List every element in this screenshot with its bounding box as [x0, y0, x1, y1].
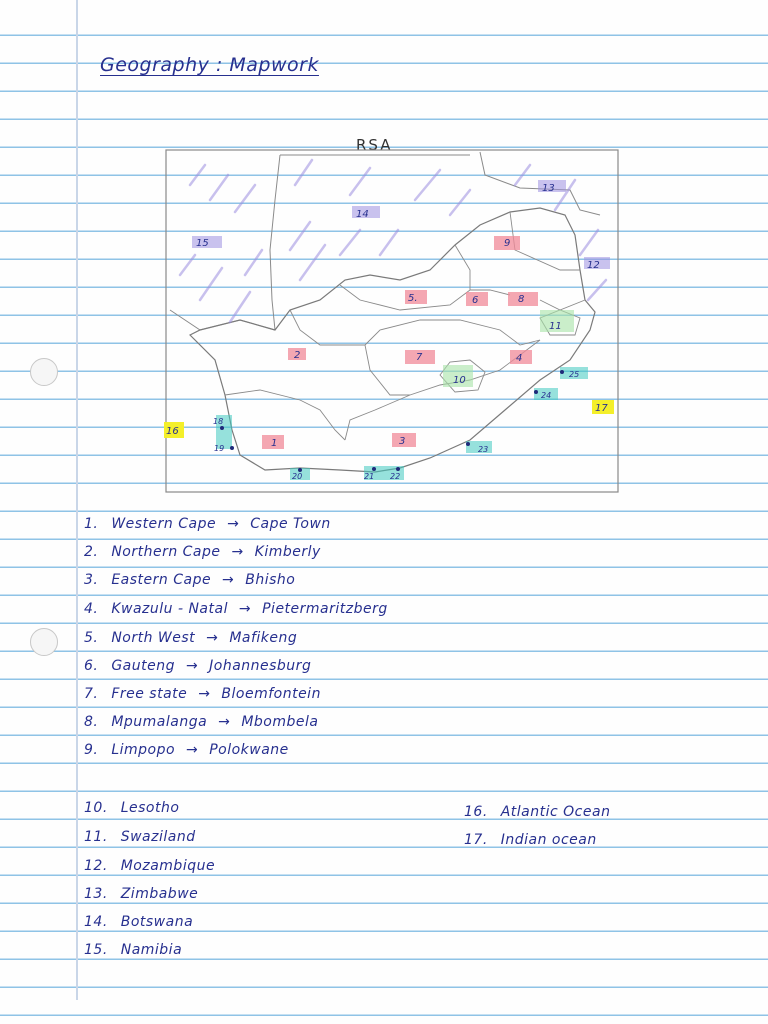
map-label-22: 22	[390, 472, 401, 481]
map-label-16: 16	[166, 426, 179, 437]
item-number: 17.	[464, 832, 488, 848]
country-name: Swaziland	[120, 829, 196, 845]
item-number: 7.	[84, 686, 99, 702]
arrow-icon: →	[227, 516, 240, 532]
list-item	[84, 630, 297, 646]
map-label-6: 6	[472, 295, 479, 306]
arrow-icon: →	[206, 630, 219, 646]
capital-name: Bhisho	[245, 572, 296, 588]
page-title: Geography : Mapwork	[100, 54, 319, 76]
province-name: Free state	[111, 686, 188, 702]
arrow-icon: →	[218, 714, 231, 730]
capital-name: Bloemfontein	[221, 686, 321, 702]
map-label-18: 18	[213, 417, 224, 426]
arrow-icon: →	[222, 572, 235, 588]
list-item	[84, 742, 289, 758]
capital-name: Mafikeng	[229, 630, 298, 646]
map-title: RSA	[356, 136, 393, 154]
capital-name: Polokwane	[209, 742, 289, 758]
arrow-icon: →	[198, 686, 211, 702]
map-label-17: 17	[595, 403, 608, 414]
map-label-24: 24	[541, 391, 552, 400]
list-item	[84, 516, 331, 532]
country-name: Namibia	[120, 942, 183, 958]
map-label-14: 14	[356, 209, 369, 220]
province-borders	[225, 212, 585, 440]
province-name: Limpopo	[111, 742, 176, 758]
list-item	[84, 714, 318, 730]
list-item	[84, 914, 193, 930]
list-item	[84, 800, 179, 816]
map-label-11: 11	[549, 321, 562, 332]
capital-name: Kimberly	[254, 544, 321, 560]
map-label-23: 23	[478, 445, 489, 454]
list-item	[84, 829, 196, 845]
highlights	[164, 180, 614, 480]
country-name: Zimbabwe	[120, 886, 199, 902]
map-label-20: 20	[292, 472, 303, 481]
list-item	[84, 686, 321, 702]
item-number: 1.	[84, 516, 99, 532]
item-number: 10.	[84, 800, 108, 816]
map-label-9: 9	[504, 238, 511, 249]
list-item	[464, 804, 610, 820]
list-item	[84, 886, 198, 902]
arrow-icon: →	[238, 601, 252, 617]
item-number: 9.	[84, 742, 99, 758]
arrow-icon: →	[186, 742, 199, 758]
item-number: 15.	[84, 942, 108, 958]
ocean-name: Atlantic Ocean	[500, 804, 611, 820]
map-label-21: 21	[364, 472, 375, 481]
capital-name: Pietermaritzberg	[262, 601, 388, 617]
item-number: 14.	[84, 914, 108, 930]
map-label-5: 5.	[408, 293, 418, 304]
country-name: Mozambique	[120, 858, 216, 874]
map-label-4: 4	[516, 353, 523, 364]
item-number: 11.	[84, 829, 108, 845]
map-label-8: 8	[518, 294, 525, 305]
arrow-icon: →	[185, 658, 199, 674]
item-number: 6.	[84, 658, 99, 674]
map-label-7: 7	[416, 352, 423, 363]
item-number: 3.	[84, 572, 99, 588]
item-number: 12.	[84, 858, 108, 874]
list-item	[84, 601, 388, 617]
list-item	[84, 544, 321, 560]
list-item	[84, 942, 182, 958]
map-label-10: 10	[453, 375, 466, 386]
map-label-19: 19	[214, 444, 225, 453]
country-name: Botswana	[120, 914, 194, 930]
item-number: 13.	[84, 886, 108, 902]
map-label-15: 15	[196, 238, 209, 249]
map-label-3: 3	[399, 436, 406, 447]
list-item	[464, 832, 597, 848]
item-number: 4.	[84, 601, 99, 617]
province-name: Eastern Cape	[111, 572, 212, 588]
capital-name: Johannesburg	[209, 658, 312, 674]
capital-name: Mbombela	[241, 714, 319, 730]
list-item	[84, 658, 311, 674]
map-label-25: 25	[569, 370, 580, 379]
item-number: 2.	[84, 544, 99, 560]
province-name: Western Cape	[111, 516, 217, 532]
map-label-1: 1	[271, 438, 278, 449]
province-name: Kwazulu - Natal	[111, 601, 228, 617]
rsa-outline	[190, 208, 595, 472]
arrow-icon: →	[231, 544, 244, 560]
list-item	[84, 858, 215, 874]
item-number: 5.	[84, 630, 99, 646]
list-item	[84, 572, 295, 588]
province-name: Gauteng	[111, 658, 175, 674]
item-number: 16.	[464, 804, 488, 820]
map-label-2: 2	[294, 350, 301, 361]
province-name: Mpumalanga	[111, 714, 208, 730]
country-name: Lesotho	[120, 800, 180, 816]
map-label-13: 13	[542, 183, 555, 194]
item-number: 8.	[84, 714, 99, 730]
capital-name: Cape Town	[250, 516, 331, 532]
point-dots	[220, 370, 564, 472]
ocean-name: Indian ocean	[500, 832, 597, 848]
province-name: Northern Cape	[111, 544, 221, 560]
map-label-12: 12	[587, 260, 600, 271]
province-name: North West	[111, 630, 196, 646]
